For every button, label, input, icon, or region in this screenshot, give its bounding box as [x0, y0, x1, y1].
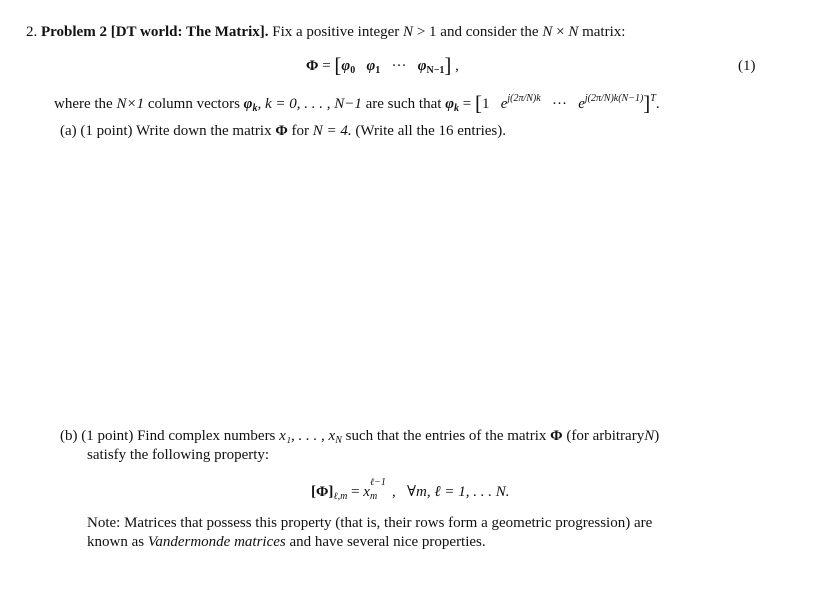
eq2-lhs-sub: ℓ,m: [333, 491, 348, 502]
definition-equals: =: [462, 96, 472, 112]
eq2-x-sup: ℓ−1: [369, 477, 386, 488]
problem-intro: Fix a positive integer: [272, 24, 400, 40]
part-a-points: (1 point): [80, 123, 133, 139]
note-line1: Note: Matrices that possess this property (that is, their rows form a geometric progression) are: [87, 515, 653, 531]
definition-col-vectors: column vectors: [147, 96, 240, 112]
exp2-power: j(2π/N)k(N−1): [584, 93, 644, 104]
part-b-vars-sub: N: [335, 435, 342, 446]
eq2-x: x: [363, 484, 370, 500]
problem-header: 2. Problem 2 [DT world: The Matrix]. Fix a positive integer N > 1 and consider the N × N matrix:: [26, 24, 626, 40]
definition-line: [54, 91, 660, 115]
part-a-n-value: N = 4.: [312, 123, 352, 139]
such-that: are such that: [365, 96, 442, 112]
equation-tag-1: (1): [738, 58, 756, 74]
equation-2: [311, 477, 510, 502]
part-b-n: N: [644, 428, 655, 444]
problem-intro-end: matrix:: [582, 24, 626, 40]
k-range: , k = 0, . . . , N−1: [257, 96, 362, 112]
part-b-line2: satisfy the following property:: [87, 447, 270, 463]
phi-symbol-b: Φ: [550, 428, 563, 444]
phi-1-sub: 1: [375, 65, 381, 76]
equation-1: [306, 53, 459, 77]
part-b-text2: such that the entries of the matrix: [345, 428, 547, 444]
def-one: 1: [481, 96, 490, 112]
eq2-x-sub: m: [369, 491, 378, 502]
part-b-line1: [60, 428, 659, 445]
definition-lead: where the: [54, 96, 113, 112]
phi-k: φ: [243, 96, 253, 112]
part-b-vars: x₁, . . . , x: [279, 428, 336, 444]
note-line2: [87, 534, 486, 551]
eq2-lhs: [Φ]: [311, 484, 334, 500]
phi-k-2: φ: [445, 96, 454, 112]
transpose-T: T: [650, 93, 656, 104]
def-right-bracket: ]: [643, 91, 651, 115]
part-a-text1: Write down the matrix: [135, 123, 272, 139]
note-line2-b: and have several nice properties.: [289, 534, 486, 550]
phi-k-2-sub: k: [453, 103, 459, 114]
note-emphasis: Vandermonde matrices: [147, 534, 286, 550]
phi-matrix-symbol: Φ: [306, 58, 319, 74]
part-a-label: (a): [60, 123, 77, 139]
phi-n-sub: N−1: [426, 65, 445, 76]
part-b-text3: (for arbitrary: [566, 428, 645, 444]
part-b-text1: Find complex numbers: [137, 428, 276, 444]
def-period: .: [655, 96, 660, 112]
def-dots: ···: [551, 96, 567, 112]
phi-1: φ: [366, 58, 376, 74]
phi-k-sub: k: [252, 103, 258, 114]
equals-sign: =: [322, 58, 331, 74]
left-bracket: [: [334, 53, 342, 77]
note-line2-a: known as: [87, 534, 145, 550]
part-b-label: (b): [60, 428, 78, 444]
part-b-paren: ): [654, 428, 660, 444]
part-a: [60, 123, 506, 140]
phi-symbol-a: Φ: [275, 123, 288, 139]
exp2-base: e: [578, 96, 585, 112]
def-left-bracket: [: [474, 91, 482, 115]
dots: ···: [391, 58, 407, 74]
right-bracket: ]: [444, 53, 452, 77]
eq2-equals: =: [351, 484, 360, 500]
phi-0-sub: 0: [350, 65, 356, 76]
problem-number: 2.: [26, 24, 38, 40]
trailing-comma: ,: [455, 58, 459, 74]
phi-n-minus-1: φ: [417, 58, 427, 74]
eq2-quantifier: ∀m, ℓ = 1, . . . N.: [406, 484, 510, 500]
problem-title: Problem 2 [DT world: The Matrix].: [41, 24, 269, 40]
part-a-text3: (Write all the 16 entries).: [355, 123, 506, 139]
part-b-points: (1 point): [81, 428, 134, 444]
var-n: N: [403, 24, 414, 40]
part-a-text2: for: [291, 123, 310, 139]
eq2-comma: ,: [391, 484, 396, 500]
definition-dims: N×1: [116, 96, 145, 112]
exp1-base: e: [500, 96, 508, 112]
exp1-power: j(2π/N)k: [507, 93, 541, 104]
problem-intro-mid: and consider the: [440, 24, 539, 40]
phi-0: φ: [341, 58, 351, 74]
eq2-scripts: [369, 477, 392, 502]
